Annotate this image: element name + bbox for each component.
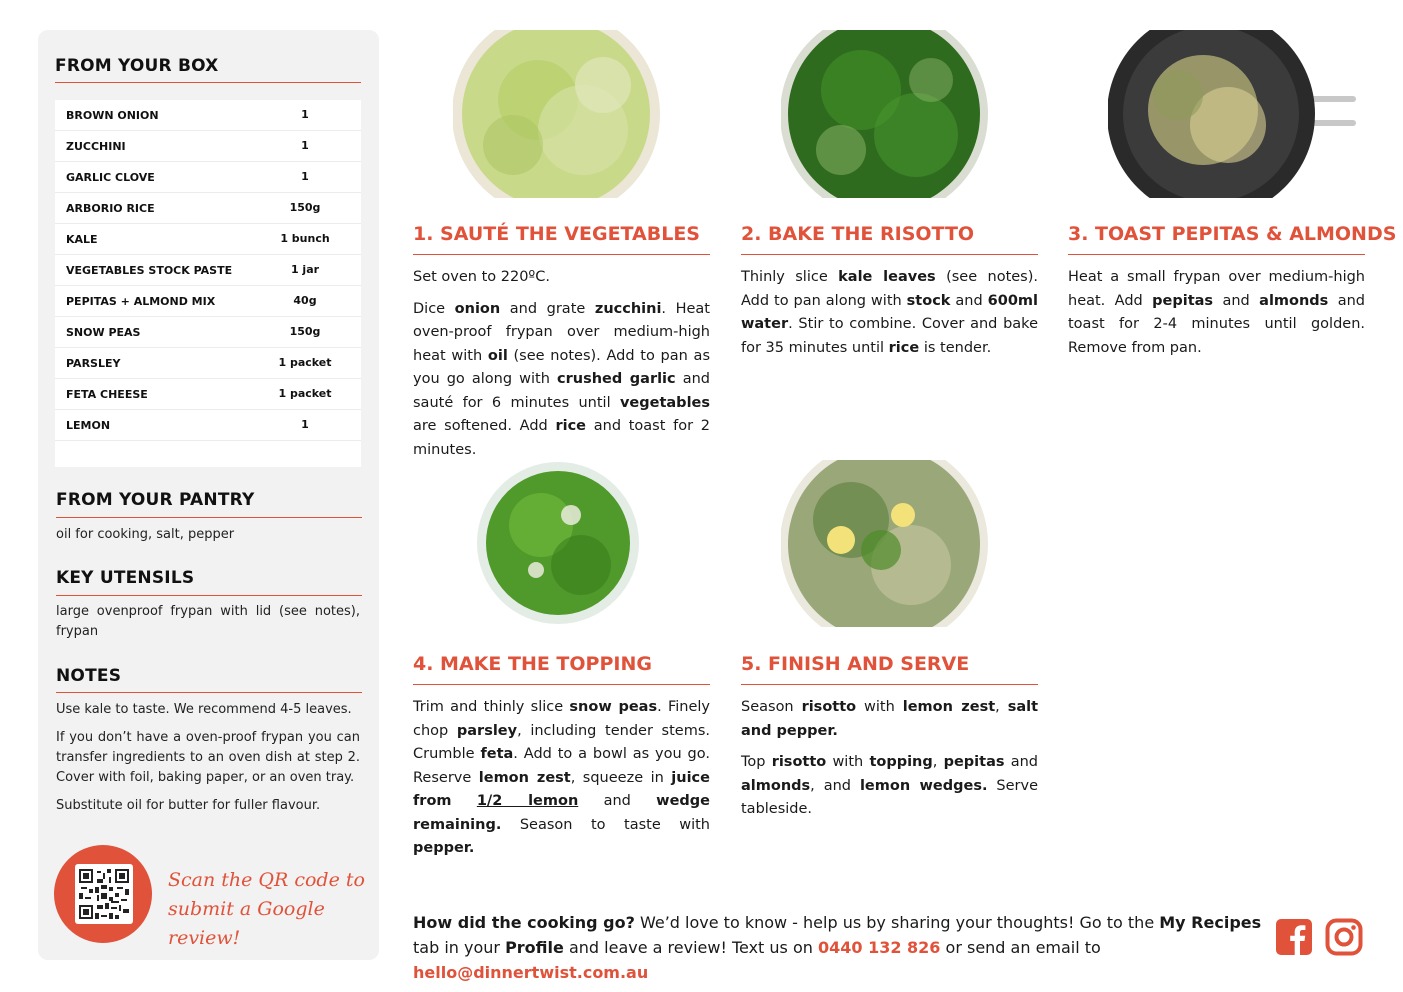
ingredient-name: FETA CHEESE (66, 388, 148, 401)
table-row (55, 193, 361, 224)
ingredients-table (55, 100, 361, 467)
divider (741, 254, 1038, 255)
text: (see notes). Add to pan along with (741, 269, 1038, 309)
step-1-photo (453, 30, 660, 198)
ingredient-name: GARLIC CLOVE (66, 171, 155, 184)
instagram-icon[interactable] (1325, 918, 1363, 956)
ingredient-name: LEMON (66, 419, 111, 432)
step-4-body (413, 696, 710, 869)
step-5-body (741, 696, 1038, 830)
step-1-text: Set oven to 220ºC. (413, 269, 550, 285)
text: Trim and thinly slice (413, 699, 570, 715)
ingredient-ref: 1/2 lemon (476, 793, 579, 809)
ingredient-name: VEGETABLES STOCK PASTE (66, 264, 233, 277)
footer-text: We’d love to know - help us by sharing your thoughts! Go to the (634, 913, 1160, 932)
ingredient-ref: salt and pepper. (741, 699, 1039, 739)
step-2-photo (781, 30, 988, 198)
step-2-body (741, 266, 1038, 368)
box-title: FROM YOUR BOX (55, 56, 219, 76)
step-4-title: 4. MAKE THE TOPPING (413, 653, 652, 675)
footer-question: How did the cooking go? (413, 913, 635, 932)
ingredient-ref: parsley (456, 722, 518, 739)
text: , squeeze in (570, 769, 672, 786)
qr-code[interactable] (75, 864, 133, 924)
ingredient-name: ZUCCHINI (66, 140, 126, 153)
ingredient-ref: pepitas (943, 754, 1005, 770)
text: Heat a small frypan over medium-high heat. Add (1068, 269, 1365, 309)
step-3-photo (1108, 30, 1358, 198)
note-1: Use kale to taste. We recommend 4-5 leaves. (56, 702, 352, 717)
text: and (1213, 292, 1260, 309)
ingredient-qty: 1 packet (278, 356, 332, 369)
qr-message (168, 866, 368, 953)
note-3: Substitute oil for butter for fuller flavour. (56, 798, 321, 813)
utensils-title: KEY UTENSILS (56, 568, 195, 588)
ingredient-ref: lemon zest (902, 699, 996, 715)
ingredient-ref: lemon wedges. (859, 777, 988, 794)
ingredient-name: BROWN ONION (66, 109, 159, 122)
text: Serve tableside. (741, 777, 1039, 817)
text: with (826, 754, 870, 770)
step-1-title: 1. SAUTÉ THE VEGETABLES (413, 223, 700, 245)
utensils-text: large ovenproof frypan with lid (see notes), frypan (56, 604, 360, 639)
ingredient-name: PARSLEY (66, 357, 121, 370)
ingredient-ref: rice (555, 418, 587, 434)
divider (56, 692, 362, 693)
text: and toast for 2 minutes. (413, 418, 711, 458)
table-row (55, 224, 361, 255)
step-5-title: 5. FINISH AND SERVE (741, 653, 970, 675)
step-4-text (413, 696, 710, 861)
table-row (55, 410, 361, 441)
ingredient-ref: almonds (1259, 292, 1329, 309)
ingredient-ref: wedge remaining. (413, 793, 710, 833)
table-row (55, 317, 361, 348)
text: , (995, 699, 1008, 715)
pantry-title: FROM YOUR PANTRY (56, 490, 255, 510)
text: , and (810, 777, 860, 794)
qr-message-line2: submit a Google review! (168, 898, 325, 949)
ingredient-qty: 1 packet (278, 387, 332, 400)
table-row (55, 100, 361, 131)
text: (see notes). Add to pan as you go along with (413, 347, 710, 387)
text: and toast for 2-4 minutes until golden. Remove from pan. (1068, 292, 1366, 356)
text: . Stir to combine. Cover and bake for 35 minutes until (741, 316, 1038, 356)
ingredient-qty: 1 jar (290, 263, 320, 276)
ingredient-ref: oil (487, 347, 508, 364)
step-1-body (413, 266, 710, 470)
table-row (55, 379, 361, 410)
step-2-text (741, 266, 1038, 360)
text: are softened. Add (413, 418, 556, 434)
text: and (950, 292, 988, 309)
feedback-footer (413, 910, 1263, 985)
text: . Finely chop (413, 699, 710, 739)
qr-badge[interactable] (54, 845, 152, 943)
ingredient-qty: 1 bunch (280, 232, 330, 245)
step-5-photo (781, 460, 988, 627)
ingredient-ref: crushed garlic (557, 371, 676, 387)
ingredient-ref: feta (480, 746, 514, 762)
email-link[interactable]: hello@dinnertwist.com.au (413, 963, 649, 982)
ingredient-ref: rice (888, 339, 920, 356)
text: , (932, 754, 944, 770)
notes-title: NOTES (56, 666, 122, 686)
text: Dice (413, 300, 455, 317)
divider (56, 517, 362, 518)
step-1-text (413, 298, 710, 463)
ingredient-name: SNOW PEAS (66, 326, 141, 339)
phone-link[interactable]: 0440 132 826 (817, 938, 941, 957)
footer-text: or send an email to (940, 938, 1101, 957)
text: , including tender stems. Crumble (413, 722, 710, 762)
profile-link[interactable]: Profile (505, 938, 564, 957)
ingredient-name: PEPITAS + ALMOND MIX (66, 295, 216, 308)
ingredient-qty: 1 (301, 108, 309, 121)
text: with (856, 699, 903, 715)
ingredient-ref: risotto (801, 699, 857, 715)
text: Thinly slice (741, 269, 839, 285)
ingredient-ref: onion (454, 300, 501, 317)
ingredient-ref: zucchini (594, 300, 662, 317)
divider (1068, 254, 1365, 255)
text: and grate (500, 300, 595, 317)
step-3-title: 3. TOAST PEPITAS & ALMONDS (1068, 223, 1397, 245)
ingredient-qty: 1 (301, 139, 309, 152)
qr-code-icon (79, 869, 129, 919)
table-row (55, 286, 361, 317)
text: . Heat oven-proof frypan over medium-high heat with (413, 300, 710, 364)
facebook-icon[interactable] (1275, 918, 1313, 956)
text (452, 793, 477, 809)
ingredient-ref: 600ml water (741, 292, 1039, 332)
pantry-text: oil for cooking, salt, pepper (56, 527, 235, 542)
text: Season (741, 699, 802, 715)
table-row (55, 348, 361, 379)
ingredient-ref: snow peas (569, 699, 658, 715)
text: . Add to a bowl as you go. Reserve (413, 746, 710, 786)
divider (413, 684, 710, 685)
text: is tender. (919, 339, 992, 356)
ingredient-ref: pepper. (413, 840, 475, 856)
step-3-body (1068, 266, 1365, 368)
ingredient-qty: 1 (301, 170, 309, 183)
ingredient-ref: topping (869, 754, 933, 770)
text: and (578, 793, 657, 809)
ingredient-qty: 150g (289, 325, 321, 338)
ingredient-qty: 40g (293, 294, 317, 307)
sidebar (38, 30, 379, 960)
my-recipes-link[interactable]: My Recipes (1159, 913, 1262, 932)
ingredient-ref: juice from (413, 769, 710, 809)
ingredient-qty: 1 (301, 418, 309, 431)
step-5-text (741, 751, 1038, 822)
text: Top (741, 754, 772, 770)
footer-text: tab in your (413, 938, 506, 957)
qr-message-line1: Scan the QR code to (168, 869, 365, 891)
table-row (55, 162, 361, 193)
ingredient-name: KALE (66, 233, 98, 246)
ingredient-ref: stock (906, 292, 951, 309)
table-row (55, 131, 361, 162)
divider (413, 254, 710, 255)
step-4-photo (476, 460, 640, 627)
ingredient-qty: 150g (289, 201, 321, 214)
step-5-text (741, 696, 1038, 743)
divider (56, 595, 362, 596)
table-row (55, 255, 361, 286)
footer-text: and leave a review! Text us on (563, 938, 818, 957)
note-2: If you don’t have a oven-proof frypan you can transfer ingredients to an oven dish at step 2. Cover with foil, baking paper, or an oven tray. (56, 730, 360, 785)
ingredient-ref: almonds (741, 777, 811, 794)
ingredient-ref: vegetables (619, 394, 710, 411)
step-3-text (1068, 266, 1365, 360)
divider (741, 684, 1038, 685)
text: and sauté for 6 minutes until (413, 371, 711, 411)
ingredient-ref: pepitas (1152, 292, 1214, 309)
ingredient-ref: lemon zest (478, 769, 571, 786)
ingredient-ref: risotto (771, 754, 827, 770)
text: Season to taste with (501, 816, 710, 833)
step-2-title: 2. BAKE THE RISOTTO (741, 223, 975, 245)
ingredient-ref: kale leaves (838, 269, 936, 285)
divider (55, 82, 361, 83)
text: and (1004, 754, 1039, 770)
ingredient-name: ARBORIO RICE (66, 202, 155, 215)
